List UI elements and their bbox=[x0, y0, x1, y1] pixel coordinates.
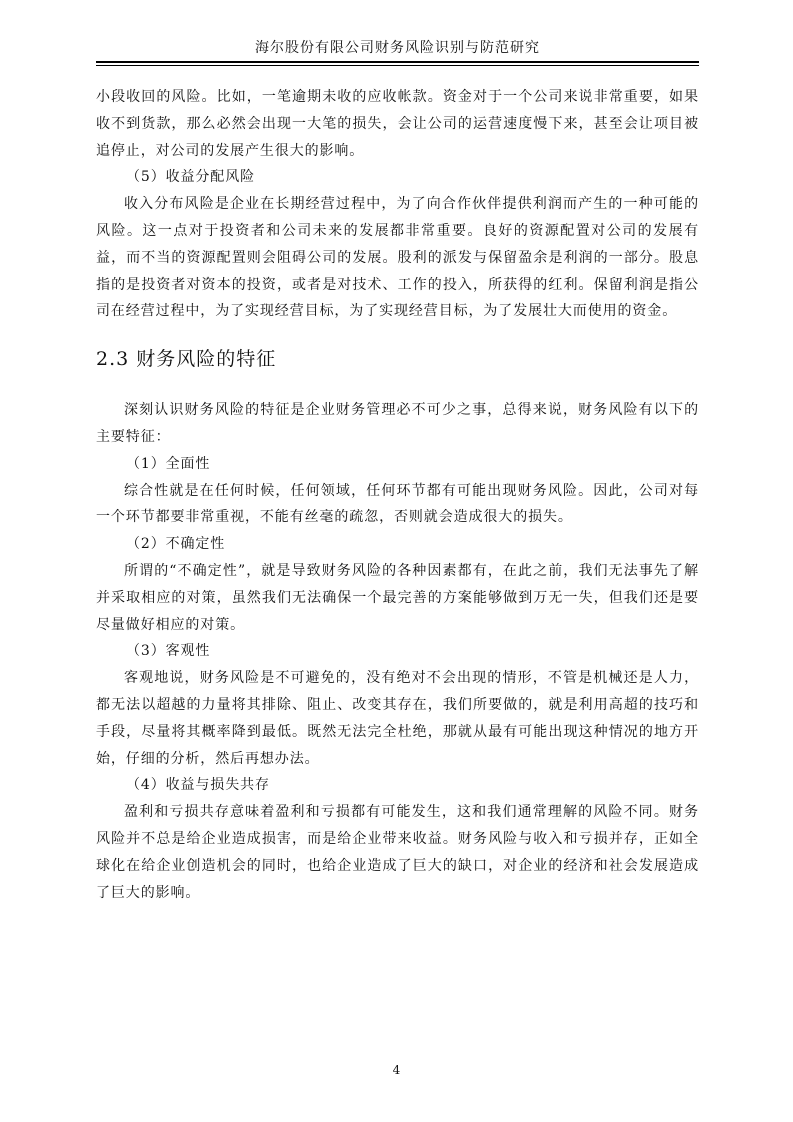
feature-label-comprehensiveness: （1）全面性 bbox=[126, 455, 211, 472]
feature-label-objectivity: （3）客观性 bbox=[126, 643, 211, 660]
paragraph-gain-loss-coexist: 盈利和亏损共存意味着盈利和亏损都有可能发生，这和我们通常理解的风险不同。财务风险并不总是给企业造成损害，而是给企业带来收益。财务风险与收入和亏损并存，正如全球化在给企业创造机会的同时，也给企业造成了巨大的缺口，对企业的经济和社会发展造成了巨大的影响。 bbox=[96, 804, 699, 901]
header-rule-thin bbox=[96, 65, 699, 66]
paragraph-continued: 小段收回的风险。比如，一笔逾期未收的应收帐款。资金对于一个公司来说非常重要，如果收不到货款，那么必然会出现一大笔的损失，会让公司的运营速度慢下来，甚至会让项目被追停止，对公司的发展产生很大的影响。 bbox=[96, 89, 699, 159]
paragraph-objectivity: 客观地说，财务风险是不可避免的，没有绝对不会出现的情形，不管是机械还是人力，都无法以超越的力量将其排除、阻止、改变其存在，我们所要做的，就是利用高超的技巧和手段，尽量将其概率降到最低。既然无法完全杜绝，那就从最有可能出现这种情况的地方开始，仔细的分析，然后再想办法。 bbox=[96, 670, 699, 767]
paragraph-intro: 深刻认识财务风险的特征是企业财务管理必不可少之事，总得来说，财务风险有以下的主要特征： bbox=[96, 402, 699, 445]
feature-label-uncertainty: （2）不确定性 bbox=[126, 536, 226, 553]
paragraph-uncertainty: 所谓的“不确定性”，就是导致财务风险的各种因素都有，在此之前，我们无法事先了解并采取相应的对策，虽然我们无法确保一个最完善的方案能够做到万无一失，但我们还是要尽量做好相应的对策。 bbox=[96, 562, 699, 633]
header-rule-thick bbox=[96, 61, 699, 63]
item-label-income-distribution-risk: （5）收益分配风险 bbox=[126, 169, 256, 186]
page-number: 4 bbox=[392, 1063, 401, 1077]
paragraph-comprehensiveness: 综合性就是在任何时候，任何领域，任何环节都有可能出现财务风险。因此，公司对每一个环节都要非常重视，不能有丝毫的疏忽，否则就会造成很大的损失。 bbox=[96, 482, 699, 526]
page-body bbox=[96, 84, 699, 906]
running-header: 海尔股份有限公司财务风险识别与防范研究 bbox=[255, 40, 540, 56]
feature-label-gain-loss-coexist: （4）收益与损失共存 bbox=[126, 777, 270, 794]
paragraph-income-distribution-risk: 收入分布风险是企业在长期经营过程中，为了向合作伙伴提供利润而产生的一种可能的风险。这一点对于投资者和公司未来的发展都非常重要。良好的资源配置对公司的发展有益，而不当的资源配置则会阻碍公司的发展。股利的派发与保留盈余是利润的一部分。股息指的是投资者对资本的投资，或者是对技术、工作的投入，所获得的红利。保留利润是指公司在经营过程中，为了实现经营目标，为了实现经营目标，为了发展壮大而使用的资金。 bbox=[96, 196, 699, 320]
section-heading: 2.3 财务风险的特征 bbox=[96, 348, 277, 371]
